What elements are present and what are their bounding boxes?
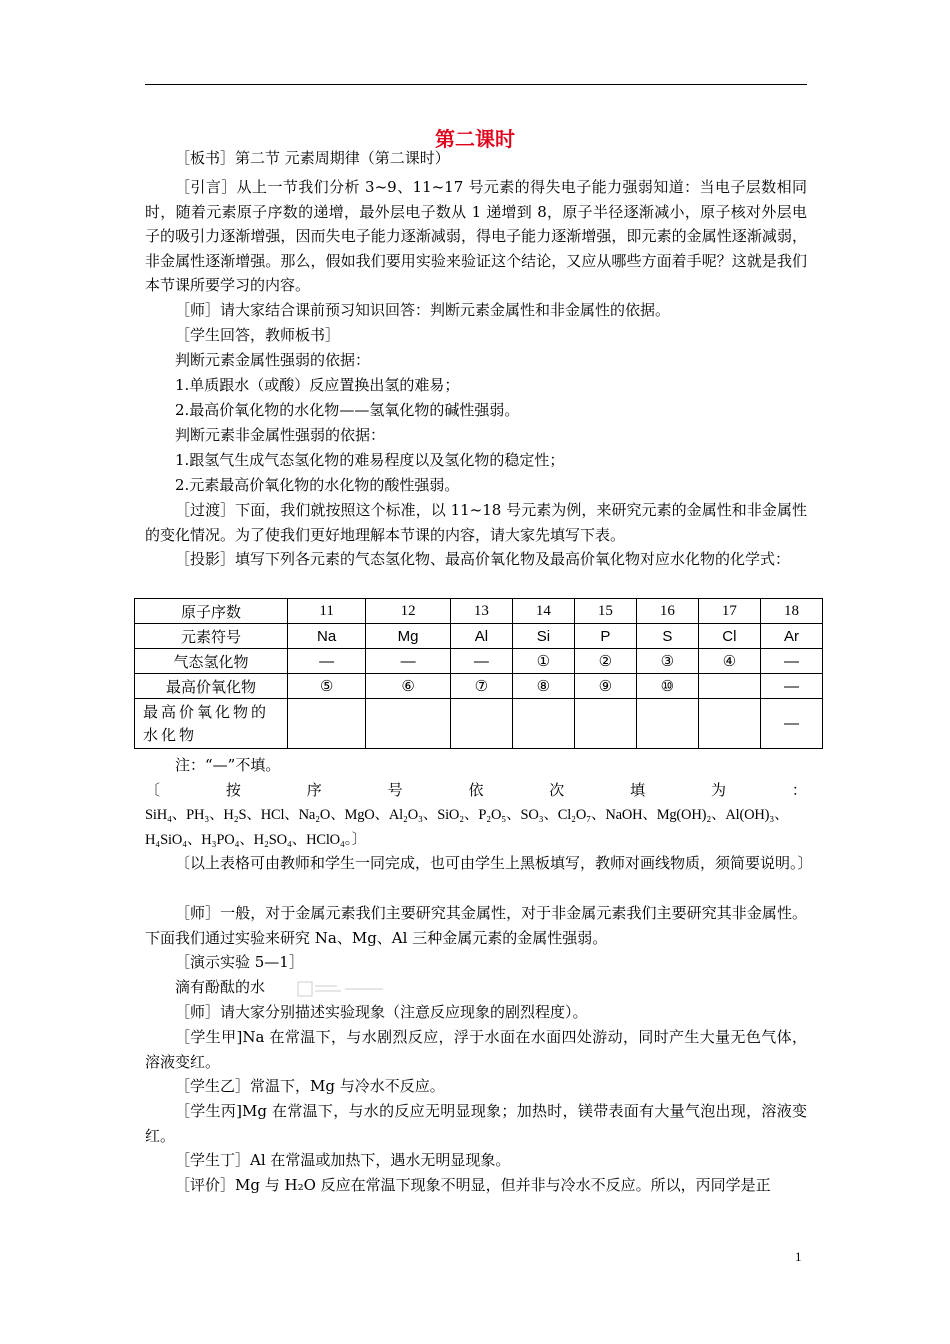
para-metal-criterion-2: 2.最高价氧化物的水化物——氢氧化物的碱性强弱。	[175, 401, 520, 419]
table-cell	[636, 699, 698, 749]
spread-char: 填	[630, 781, 646, 799]
table-cell: 15	[574, 599, 636, 624]
para-table-remark: 〔以上表格可由教师和学生一同完成，也可由学生上黑板填写，教师对画线物质，须简要说明。〕	[175, 854, 813, 872]
table-cell: 11	[288, 599, 366, 624]
para-projection: ［投影］填写下列各元素的气态氢化物、最高价氧化物及最高价氧化物对应水化物的化学式：	[175, 550, 791, 568]
spread-char: 按	[225, 781, 241, 799]
spread-char: 序	[306, 781, 322, 799]
phenolphthalein-label: 滴有酚酞的水	[175, 978, 266, 996]
para-student-c: ［学生丙]Mg 在常温下，与水的反应无明显现象；加热时，镁带表面有大量气泡出现，溶液变红。	[145, 1102, 807, 1145]
table-cell: Mg	[366, 624, 451, 649]
row-header: 原子序数	[135, 599, 288, 624]
para-student-b: ［学生乙］常温下，Mg 与冷水不反应。	[175, 1077, 445, 1095]
table-cell: ⑤	[288, 674, 366, 699]
table-cell: —	[760, 649, 822, 674]
table-cell: Cl	[698, 624, 760, 649]
table-cell: —	[366, 649, 451, 674]
table-row	[135, 699, 823, 749]
row-header: 最高价氧化物	[135, 674, 288, 699]
answer-formulas: SiH₄、PH₃、H₂S、HCl、Na₂O、MgO、Al₂O₃、SiO₂、P₂O₅、SO₃、Cl₂O₇、NaOH、Mg(OH)₂、Al(OH)₃、H₄SiO₄、H₃PO₄、H₂SO₄、HClO₄。〕	[145, 807, 789, 848]
row-header: 最高价氧化物的水化物	[135, 699, 288, 749]
table-cell: —	[288, 649, 366, 674]
spread-char: 依	[468, 781, 484, 799]
table-cell: S	[636, 624, 698, 649]
table-cell: ②	[574, 649, 636, 674]
row-header: 气态氢化物	[135, 649, 288, 674]
table-cell	[288, 699, 366, 749]
table-cell: ⑥	[366, 674, 451, 699]
para-metal-criteria-heading: 判断元素金属性强弱的依据：	[175, 351, 371, 369]
para-phenolphthalein-water	[145, 975, 807, 1000]
para-evaluation: ［评价］Mg 与 H₂O 反应在常温下现象不明显，但并非与冷水不反应。所以，丙同学是正	[175, 1176, 771, 1194]
table-cell: —	[760, 699, 822, 749]
table-cell: Ar	[760, 624, 822, 649]
page-number: 1	[795, 1249, 802, 1264]
table-row	[135, 649, 823, 674]
para-metal-criterion-1: 1.单质跟水（或酸）反应置换出氢的难易；	[175, 376, 460, 394]
spread-char: 号	[387, 781, 403, 799]
table-row	[135, 674, 823, 699]
page-title: 第二课时	[435, 127, 515, 151]
table-cell: 13	[450, 599, 512, 624]
table-cell: P	[574, 624, 636, 649]
table-cell	[450, 699, 512, 749]
table-cell: —	[760, 674, 822, 699]
table-cell: Na	[288, 624, 366, 649]
para-transition: ［过渡］下面，我们就按照这个标准，以 11~18 号元素为例，来研究元素的金属性和非金属性的变化情况。为了使我们更好地理解本节课的内容，请大家先填写下表。	[145, 501, 807, 544]
para-student-d: ［学生丁］Al 在常温或加热下，遇水无明显现象。	[175, 1151, 511, 1169]
answer-spread-line	[145, 778, 807, 803]
row-header: 元素符号	[135, 624, 288, 649]
table-cell: Al	[450, 624, 512, 649]
spread-char: 为	[711, 781, 727, 799]
table-row	[135, 599, 823, 624]
table-cell: 12	[366, 599, 451, 624]
spread-char: ：	[791, 781, 807, 799]
para-student-answer: ［学生回答，教师板书］	[175, 326, 341, 344]
para-teacher-question: ［师］请大家结合课前预习知识回答：判断元素金属性和非金属性的依据。	[175, 301, 671, 319]
para-nonmetal-criterion-1: 1.跟氢气生成气态氢化物的难易程度以及氢化物的稳定性；	[175, 451, 565, 469]
table-cell: Si	[512, 624, 574, 649]
table-row	[135, 624, 823, 649]
table-cell	[574, 699, 636, 749]
table-cell: 14	[512, 599, 574, 624]
table-cell: ⑧	[512, 674, 574, 699]
header-rule	[145, 84, 807, 85]
table-cell: ⑦	[450, 674, 512, 699]
table-cell: —	[450, 649, 512, 674]
table-cell: ③	[636, 649, 698, 674]
table-cell: 17	[698, 599, 760, 624]
table-cell	[698, 674, 760, 699]
spread-char: 次	[549, 781, 565, 799]
spread-char: 〔	[145, 781, 161, 799]
para-nonmetal-criterion-2: 2.元素最高价氧化物的水化物的酸性强弱。	[175, 476, 460, 494]
table-cell	[512, 699, 574, 749]
para-introduction: ［引言］从上一节我们分析 3~9、11~17 号元素的得失电子能力强弱知道：当电子层数相同时，随着元素原子序数的递增，最外层电子数从 1 递增到 8，原子半径逐渐减小，原子核对外层电子的吸引力逐渐增强，因而失电子能力逐渐减弱，得电子能力逐渐增强，即元素的金属性逐渐减弱，非金属性逐渐增强。那么，假如我们要用实验来验证这个结论，又应从哪些方面着手呢？这就是我们本节课所要学习的内容。	[145, 178, 807, 294]
element-table	[134, 598, 823, 749]
para-teacher-metals: ［师］一般，对于金属元素我们主要研究其金属性，对于非金属元素我们主要研究其非金属性。下面我们通过实验来研究 Na、Mg、Al 三种金属元素的金属性强弱。	[145, 904, 807, 947]
para-board-heading: ［板书］第二节 元素周期律（第二课时）	[175, 149, 450, 167]
experiment-image	[267, 980, 355, 996]
table-cell: ⑨	[574, 674, 636, 699]
table-cell: ①	[512, 649, 574, 674]
table-cell	[366, 699, 451, 749]
table-cell: ⑩	[636, 674, 698, 699]
para-nonmetal-criteria-heading: 判断元素非金属性强弱的依据：	[175, 426, 386, 444]
para-table-note: 注：“—”不填。	[175, 756, 281, 774]
table-cell: 16	[636, 599, 698, 624]
para-demo-experiment: ［演示实验 5—1］	[175, 953, 304, 971]
table-cell	[698, 699, 760, 749]
table-cell: ④	[698, 649, 760, 674]
table-cell: 18	[760, 599, 822, 624]
para-student-a: ［学生甲]Na 在常温下，与水剧烈反应，浮于水面在水面四处游动，同时产生大量无色气体，溶液变红。	[145, 1028, 807, 1071]
para-teacher-describe: ［师］请大家分别描述实验现象（注意反应现象的剧烈程度）。	[175, 1003, 588, 1021]
